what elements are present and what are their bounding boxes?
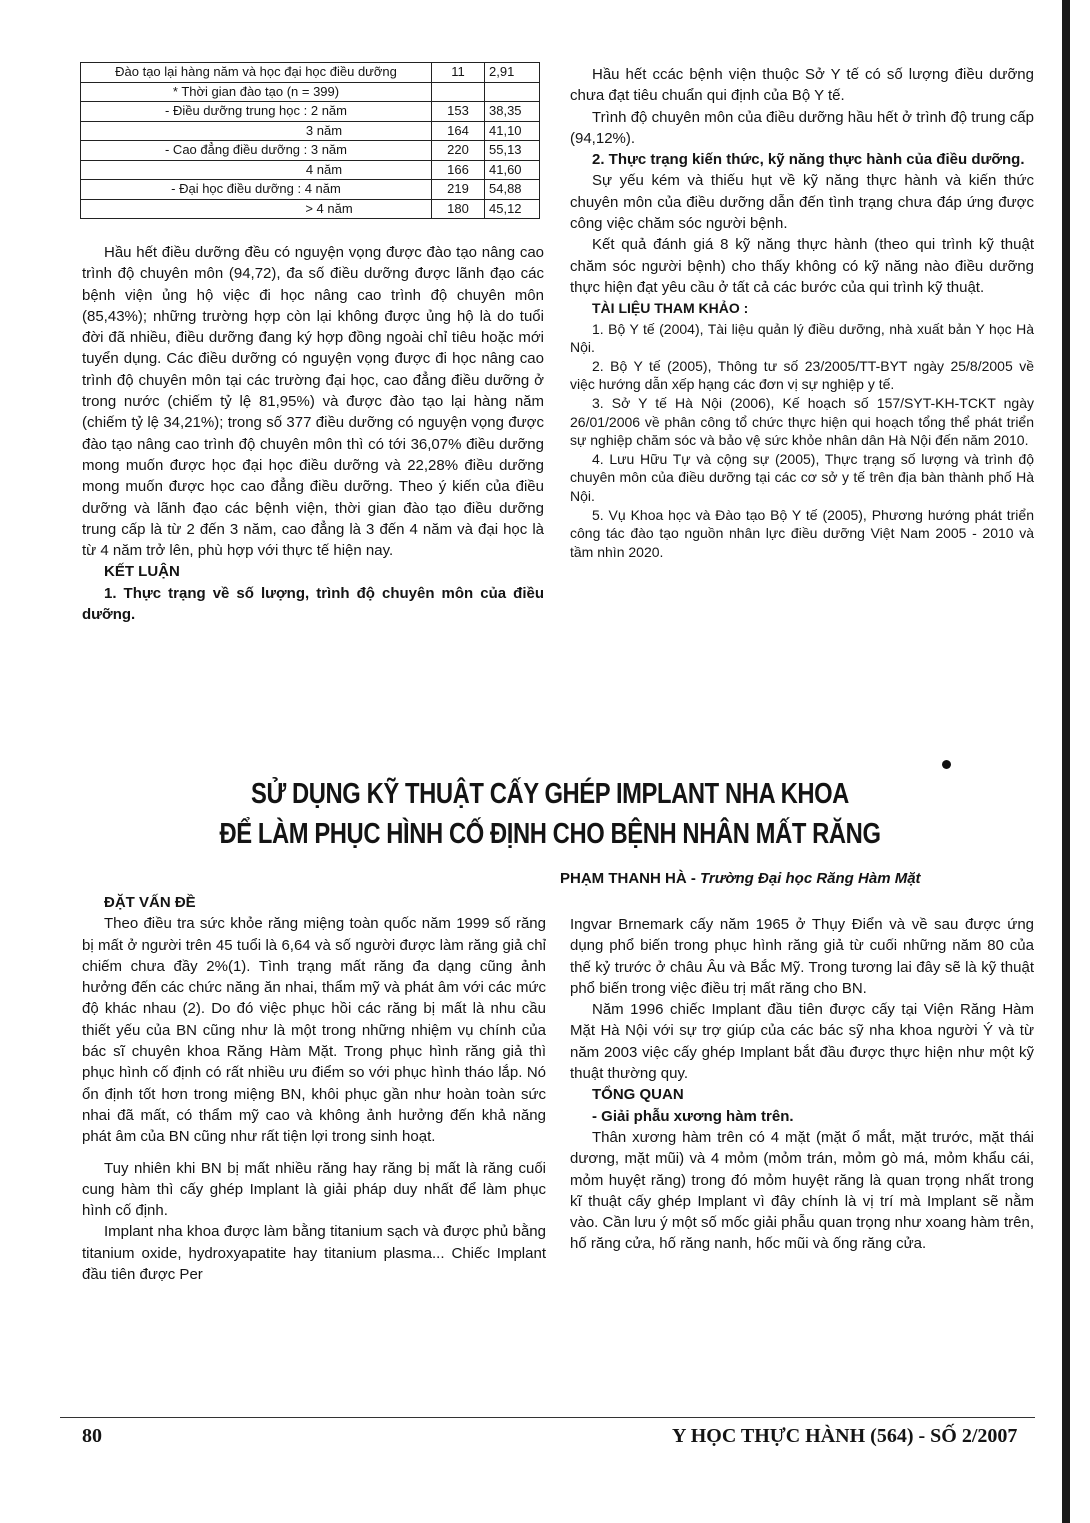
table-cell-pct: 41,10: [485, 121, 540, 141]
table-row: [81, 160, 540, 180]
table-row: [81, 141, 540, 161]
table-cell-label: 3 năm: [81, 121, 432, 141]
table-cell-n: 166: [432, 160, 485, 180]
table-cell-n: 220: [432, 141, 485, 161]
bullet-dot: [942, 760, 951, 769]
table-cell-pct: 45,12: [485, 199, 540, 219]
paragraph: Theo điều tra sức khỏe răng miệng toàn quốc năm 1999 số răng bị mất ở người trên 45 tuổi là 6,64 và số người được làm răng giả chỉ chiếm chưa đầy 2%(1). Tình trạng mất răng đa dạng cũng ảnh hưởng đến các chức năng ăn nhai, thẩm mỹ và phát âm với các mức độ khác nhau (2). Do đó việc phục hồi các răng bị mất là nhu cầu thiết yếu của BN cũng như là một trong những nhiệm vụ chính của bác sĩ chuyên khoa Răng Hàm Mặt. Trong phục hình răng giả thì phục hình cố định có rất nhiều ưu điểm so với phục hình tháo lắp. Nó ổn định tốt hơn trong miệng BN, khôi phục gần như hoàn toàn sức nhai đã mất, có thẩm mỹ cao và không ảnh hưởng đến khả năng phát âm của BN cũng như rất tiện lợi trong sinh hoạt.: [82, 915, 546, 1146]
left-top-column: [82, 242, 544, 625]
table-cell-label: > 4 năm: [81, 199, 432, 219]
table-row: [81, 63, 540, 83]
table-cell-label: - Điều dưỡng trung học : 2 năm: [81, 102, 432, 122]
table-cell-pct: 38,35: [485, 102, 540, 122]
paragraph: Ingvar Brnemark cấy năm 1965 ở Thụy Điển và về sau được ứng dụng phổ biến trong phục hình răng giả từ cuối những năm 80 của thế kỷ trước ở châu Âu và Bắc Mỹ. Trong tương lai đây sẽ là kỹ thuật phổ biến trong việc điều trị mất răng cho BN.: [570, 916, 1034, 997]
paragraph: Hầu hết ccác bệnh viện thuộc Sở Y tế có số lượng điều dưỡng chưa đạt tiêu chuẩn qui định của Bộ Y tế.: [570, 66, 1034, 105]
table-cell-label: 4 năm: [81, 160, 432, 180]
table-cell-pct: 54,88: [485, 180, 540, 200]
table-cell-n: 219: [432, 180, 485, 200]
table-cell-n: 164: [432, 121, 485, 141]
footer-rule: [60, 1417, 1035, 1418]
table-cell-pct: 41,60: [485, 160, 540, 180]
table-cell-label: - Đại học điều dưỡng : 4 năm: [81, 180, 432, 200]
table-cell-n: 180: [432, 199, 485, 219]
section-heading: TỔNG QUAN: [592, 1086, 684, 1104]
training-table: [80, 62, 540, 219]
table-row: [81, 199, 540, 219]
table-cell-label: * Thời gian đào tạo (n = 399): [81, 82, 432, 102]
reference-item: 4. Lưu Hữu Tự và cộng sự (2005), Thực trạng số lượng và trình độ chuyên môn của điều dưỡng tại các cơ sở y tế trên địa bàn thành phố Hà Nội.: [570, 450, 1034, 504]
article-title-line1: SỬ DỤNG KỸ THUẬT CẤY GHÉP IMPLANT NHA KHOA: [251, 778, 849, 810]
paragraph: Tuy nhiên khi BN bị mất nhiều răng hay răng bị mất là răng cuối cung hàm thì cấy ghép Implant là giải pháp duy nhất để làm phục hình cố định.: [82, 1159, 546, 1220]
paragraph: Kết quả đánh giá 8 kỹ năng thực hành (theo qui trình kỹ thuật chăm sóc người bệnh) cho thấy không có kỹ năng nào điều dưỡng thực hiện đạt yêu cầu ở tất cả các bước của qui trình kỹ thuật.: [570, 236, 1034, 296]
paragraph: Sự yếu kém và thiếu hụt về kỹ năng thực hành và kiến thức chuyên môn của điều dưỡng dẫn đến tình trạng chưa đáp ứng được công việc chăm sóc người bệnh.: [570, 172, 1034, 233]
table-row: [81, 102, 540, 122]
author-affiliation: Trường Đại học Răng Hàm Mặt: [700, 870, 921, 887]
reference-item: 1. Bộ Y tế (2004), Tài liệu quản lý điều dưỡng, nhà xuất bản Y học Hà Nội.: [570, 320, 1034, 356]
author-name: PHẠM THANH HÀ -: [560, 870, 700, 887]
paragraph: Năm 1996 chiếc Implant đầu tiên được cấy tại Viện Răng Hàm Mặt Hà Nội với sự trợ giúp của các bác sỹ nha khoa người Ý và từ năm 2003 việc cấy ghép Implant bắt đầu được thực hiện như một kỹ thuật thường quy.: [570, 1001, 1034, 1083]
table-row: [81, 121, 540, 141]
conclusion-item: 1. Thực trạng về số lượng, trình độ chuyên môn của điều dưỡng.: [82, 584, 544, 624]
reference-item: 3. Sở Y tế Hà Nội (2006), Kế hoạch số 157/SYT-KH-TCKT ngày 26/01/2006 về phân công tổ chức thực hiện qui hoạch tổng thể phát triển sự nghiệp chăm sóc và bảo vệ sức khỏe nhân dân Hà Nội đến năm 2010.: [570, 394, 1034, 449]
table-row: [81, 180, 540, 200]
table-cell-label: Đào tạo lại hàng năm và học đại học điều dưỡng: [81, 63, 432, 83]
journal-name: Y HỌC THỰC HÀNH (564) - SỐ 2/2007: [672, 1425, 1018, 1447]
paragraph: Thân xương hàm trên có 4 mặt (mặt ổ mắt, mặt trước, mặt thái dương, mặt mũi) và 4 mỏm (mỏm trán, mỏm gò má, mỏm khẩu cái, mỏm huyệt răng) trong đó mỏm huyệt răng là quan trọng nhất trong kĩ thuật cấy ghép Implant vì đây chính là vị trí mà Implant sẽ nằm vào. Cần lưu ý một số mốc giải phẫu quan trọng như xoang hàm trên, hố răng cửa, hố răng nanh, hốc mũi và ống răng cửa.: [570, 1128, 1034, 1253]
reference-item: 2. Bộ Y tế (2005), Thông tư số 23/2005/TT-BYT ngày 25/8/2005 về việc hướng dẫn xếp hạng các đơn vị sự nghiệp y tế.: [570, 357, 1034, 393]
table-cell-pct: 55,13: [485, 141, 540, 161]
article-left-column: [82, 892, 546, 1285]
paragraph: Implant nha khoa được làm bằng titanium sạch và được phủ bằng titanium oxide, hydroxyapatite hay titanium plasma... Chiếc Implant đầu tiên được Per: [82, 1223, 546, 1284]
references-heading: TÀI LIỆU THAM KHẢO :: [592, 300, 749, 317]
article-right-column: [570, 914, 1034, 1255]
reference-item: 5. Vụ Khoa học và Đào tạo Bộ Y tế (2005), Phương hướng phát triển công tác đào tạo nguồn nhân lực điều dưỡng Việt Nam 2005 - 2010 và tầm nhìn 2020.: [570, 506, 1034, 560]
paragraph: Trình độ chuyên môn của điều dưỡng hầu hết ở trình độ trung cấp (94,12%).: [570, 108, 1034, 147]
table-cell-n: [432, 82, 485, 102]
section-heading: KẾT LUẬN: [104, 563, 180, 581]
right-top-column: [570, 64, 1034, 561]
scan-edge-bar: [1062, 0, 1070, 1523]
paragraph: Hầu hết điều dưỡng đều có nguyện vọng được đào tạo nâng cao trình độ chuyên môn (94,72), đa số điều dưỡng được lãnh đạo các bệnh viện ủng hộ việc đi học nâng cao trình độ chuyên môn (85,43%); những trường hợp còn lại không được ủng hộ là do tuổi đời đã nhiều, điều dưỡng đang ký hợp đồng ngoài chỉ tiêu hoặc mới tuyển dụng. Các điều dưỡng có nguyện vọng được đi học nâng cao trình độ chuyên môn tại các trường đại học, cao đẳng điều dưỡng ở trong nước (chiếm tỷ lệ 81,95%) và được đào tạo lại hàng năm (chiếm tỷ lệ 34,21%); trong số 377 điều dưỡng có nguyện vọng được đào tạo nâng cao trình độ chuyên môn thì có tới 36,07% điều dưỡng mong muốn được học đại học điều dưỡng và 22,28% điều dưỡng mong muốn được học cao đẳng điều dưỡng. Theo ý kiến của điều dưỡng và lãnh đạo các bệnh viện, thời gian đào tạo điều dưỡng trung cấp là từ 2 đến 3 năm, cao đẳng là 3 đến 4 năm và đại học là từ 4 năm trở lên, phù hợp với thực tế hiện nay.: [82, 244, 544, 560]
table-cell-n: 11: [432, 63, 485, 83]
article-title-line2: ĐỂ LÀM PHỤC HÌNH CỐ ĐỊNH CHO BỆNH NHÂN MẤT RĂNG: [219, 818, 881, 850]
section-heading: 2. Thực trạng kiến thức, kỹ năng thực hành của điều dưỡng.: [592, 151, 1025, 169]
table-cell-pct: [485, 82, 540, 102]
table-row: [81, 82, 540, 102]
table-cell-label: - Cao đẳng điều dưỡng : 3 năm: [81, 141, 432, 161]
author-line: [560, 870, 921, 887]
table-cell-pct: 2,91: [485, 63, 540, 83]
sub-heading: - Giải phẫu xương hàm trên.: [592, 1107, 794, 1125]
table-cell-n: 153: [432, 102, 485, 122]
section-heading: ĐẶT VẤN ĐỀ: [104, 894, 196, 911]
page-number: 80: [82, 1425, 102, 1447]
